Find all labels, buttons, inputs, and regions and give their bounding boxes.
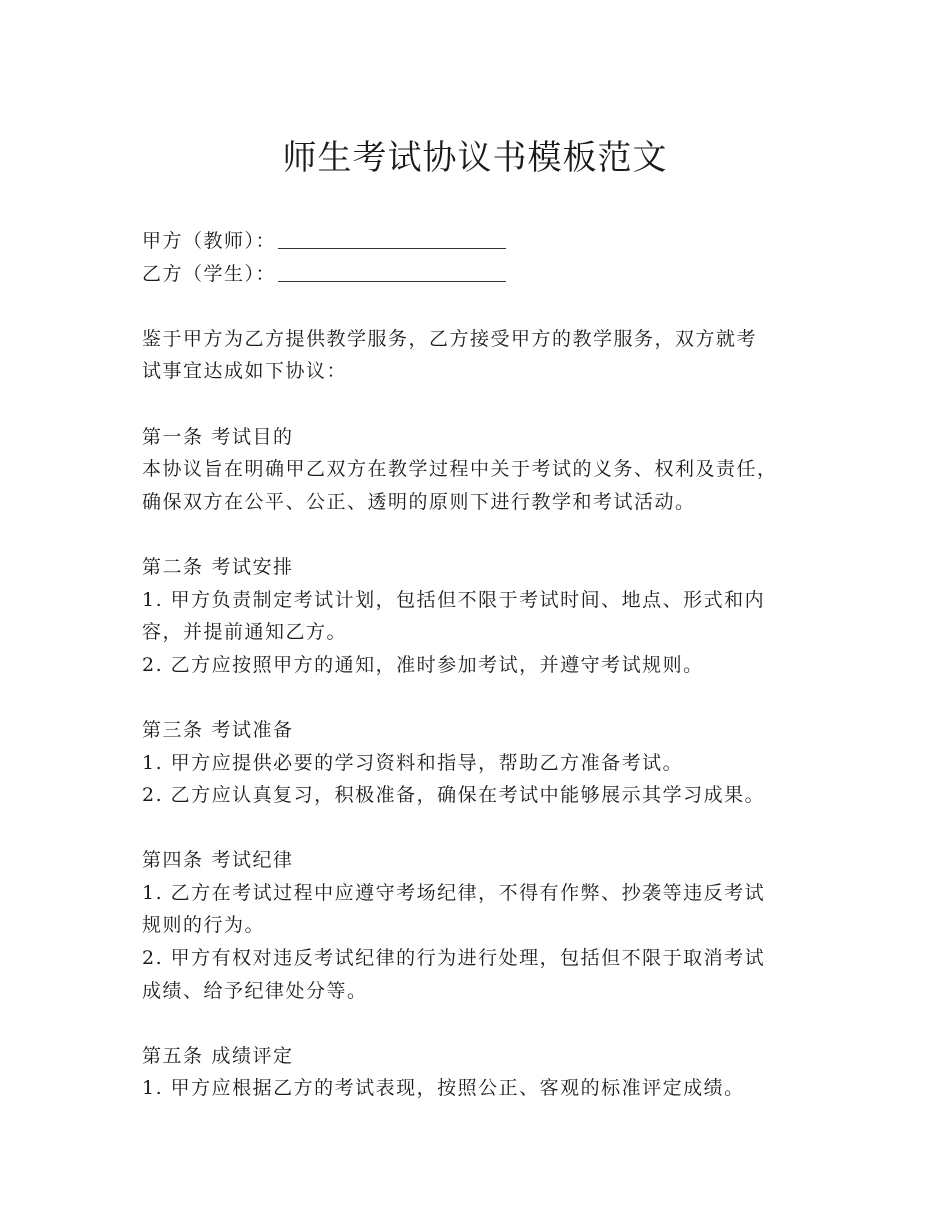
party-b-line	[142, 258, 832, 291]
article-title: 考试纪律	[211, 849, 294, 872]
article-text-line: 1. 甲方应根据乙方的考试表现，按照公正、客观的标准评定成绩。	[142, 1077, 745, 1100]
article-text-line: 1. 甲方负责制定考试计划，包括但不限于考试时间、地点、形式和内	[142, 588, 766, 611]
article-text-line: 成绩、给予纪律处分等。	[142, 979, 368, 1002]
article-title: 考试安排	[211, 555, 294, 578]
article-number: 第一条	[142, 425, 204, 448]
article-text-line: 2. 乙方应按照甲方的通知，准时参加考试，并遵守考试规则。	[142, 653, 704, 676]
article-heading	[142, 1040, 832, 1073]
article-title: 考试准备	[211, 718, 294, 741]
document-title: 师生考试协议书模板范文	[282, 138, 668, 178]
article-text-line: 容，并提前通知乙方。	[142, 621, 348, 644]
intro-line: 试事宜达成如下协议：	[142, 360, 348, 383]
article-heading	[142, 714, 832, 747]
article-number: 第三条	[142, 718, 204, 741]
document-body	[142, 225, 832, 1105]
article-text-line: 本协议旨在明确甲乙双方在教学过程中关于考试的义务、权利及责任，	[142, 458, 778, 481]
intro-line: 鉴于甲方为乙方提供教学服务，乙方接受甲方的教学服务，双方就考	[142, 327, 758, 350]
article-text-line: 1. 乙方在考试过程中应遵守考场纪律，不得有作弊、抄袭等违反考试	[142, 881, 766, 904]
party-a-line	[142, 225, 832, 258]
article-text-line: 2. 甲方有权对违反考试纪律的行为进行处理，包括但不限于取消考试	[142, 947, 766, 970]
party-a-signature-blank	[278, 228, 506, 249]
article-number: 第二条	[142, 555, 204, 578]
article-number: 第四条	[142, 849, 204, 872]
article-text-line: 确保双方在公平、公正、透明的原则下进行教学和考试活动。	[142, 490, 696, 513]
article-text-line: 规则的行为。	[142, 914, 266, 937]
party-b-signature-blank	[278, 261, 506, 282]
article-number: 第五条	[142, 1044, 204, 1067]
article-heading	[142, 551, 832, 584]
article-title: 考试目的	[211, 425, 294, 448]
party-a-label: 甲方（教师）：	[142, 230, 277, 252]
article-title: 成绩评定	[211, 1044, 294, 1067]
article-heading	[142, 844, 832, 877]
article-heading	[142, 421, 832, 454]
article-text-line: 2. 乙方应认真复习，积极准备，确保在考试中能够展示其学习成果。	[142, 784, 766, 807]
party-b-label: 乙方（学生）：	[142, 262, 277, 285]
article-text-line: 1. 甲方应提供必要的学习资料和指导，帮助乙方准备考试。	[142, 751, 684, 774]
